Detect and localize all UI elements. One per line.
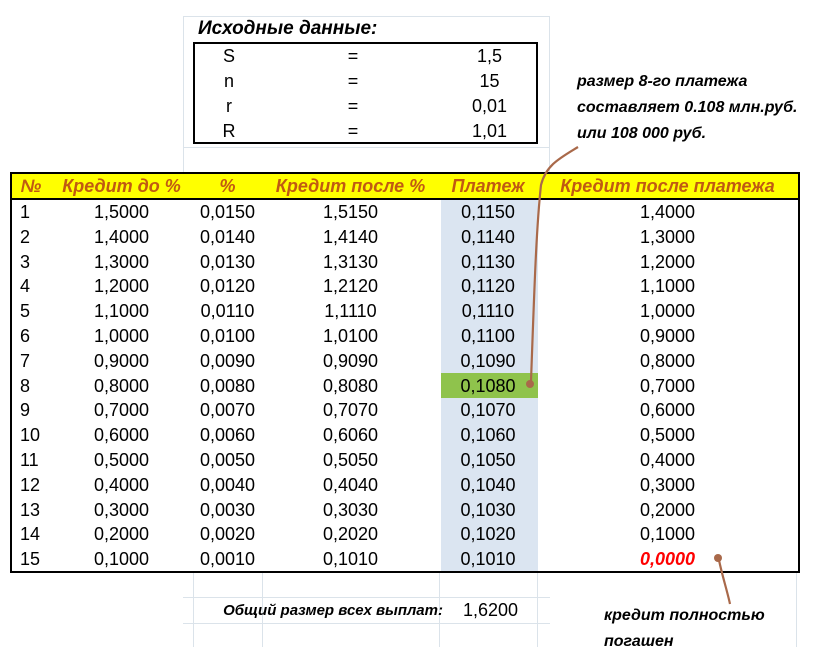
table-cell: 0,3000 xyxy=(93,499,150,520)
table-cell: 0,0130 xyxy=(199,251,256,272)
table-cell: 0,4040 xyxy=(322,474,379,495)
table-header-row xyxy=(12,174,798,200)
table-cell: 1,5000 xyxy=(93,202,150,222)
source-data-title: Исходные данные: xyxy=(198,18,378,39)
param-name: r xyxy=(226,96,232,116)
total-value: 1,6200 xyxy=(462,600,519,620)
table-cell: 0,0110 xyxy=(200,301,255,322)
table-cell: 1,0000 xyxy=(639,301,696,322)
equals-sign: = xyxy=(347,46,359,66)
table-cell: 3 xyxy=(20,251,31,272)
header-percent: % xyxy=(219,176,236,196)
param-value: 1,01 xyxy=(471,121,508,141)
annotation-line: составляет 0.108 млн.руб. xyxy=(577,99,798,116)
gridline xyxy=(183,623,550,624)
table-cell: 0,8000 xyxy=(639,350,696,371)
header-credit-after-payment: Кредит после платежа xyxy=(560,176,775,196)
source-row-n xyxy=(195,69,536,94)
table-cell: 0,0000 xyxy=(639,549,696,570)
table-cell: 0,9090 xyxy=(322,350,379,371)
table-cell: 1,2000 xyxy=(93,276,150,297)
table-cell: 0,0090 xyxy=(199,350,256,371)
annotation-line: погашен xyxy=(604,633,674,650)
table-cell: 4 xyxy=(20,276,31,297)
table-row xyxy=(12,547,798,572)
table-cell: 0,0040 xyxy=(199,474,256,495)
table-cell: 0,3030 xyxy=(322,499,379,520)
param-value: 15 xyxy=(479,71,500,91)
table-cell: 0,0010 xyxy=(199,549,256,570)
annotation-line: размер 8-го платежа xyxy=(577,73,748,90)
table-cell: 0,9000 xyxy=(639,326,696,346)
table-cell: 0,5050 xyxy=(322,450,379,470)
table-cell: 0,1100 xyxy=(461,326,515,346)
header-number: № xyxy=(20,176,42,196)
param-value: 1,5 xyxy=(476,46,503,66)
table-cell: 0,1000 xyxy=(93,549,150,570)
source-row-big-r xyxy=(195,119,536,144)
param-name: n xyxy=(223,71,234,91)
repaid-annotation xyxy=(604,603,765,655)
table-cell: 0,2020 xyxy=(322,524,379,545)
table-cell: 1,2000 xyxy=(639,251,696,272)
table-cell: 0,1000 xyxy=(639,524,696,545)
table-cell: 0,1050 xyxy=(460,450,516,470)
table-cell: 5 xyxy=(20,301,31,322)
table-cell: 11 xyxy=(20,450,39,470)
table-row xyxy=(12,473,798,498)
table-cell: 0,7070 xyxy=(322,400,379,421)
table-cell: 1,1000 xyxy=(639,276,696,297)
table-cell: 0,1070 xyxy=(460,400,516,421)
table-cell: 0,1130 xyxy=(461,251,515,272)
table-cell: 0,0100 xyxy=(199,326,256,346)
table-cell: 0,0080 xyxy=(199,375,256,396)
table-cell: 0,1010 xyxy=(322,549,379,570)
table-cell: 1,3130 xyxy=(322,251,379,272)
table-cell: 0,6000 xyxy=(639,400,696,421)
table-cell: 0,0140 xyxy=(199,226,256,247)
table-cell: 0,1010 xyxy=(460,549,516,570)
table-cell: 1,4000 xyxy=(93,226,150,247)
gridline xyxy=(796,573,797,647)
table-cell: 0,6060 xyxy=(322,425,379,446)
table-cell: 1,0000 xyxy=(93,326,150,346)
gridline xyxy=(183,16,184,172)
table-row xyxy=(12,225,798,250)
annotation-line: или 108 000 руб. xyxy=(577,125,707,142)
table-cell: 0,6000 xyxy=(93,425,150,446)
table-cell: 0,2000 xyxy=(93,524,150,545)
table-cell: 0,0030 xyxy=(199,499,256,520)
table-cell: 0,4000 xyxy=(639,450,696,470)
table-cell: 14 xyxy=(20,524,41,545)
table-row xyxy=(12,522,798,547)
equals-sign: = xyxy=(347,96,359,116)
header-credit-after-interest: Кредит после % xyxy=(275,176,426,196)
table-cell: 0,0020 xyxy=(199,524,256,545)
table-cell: 1,1000 xyxy=(93,301,150,322)
table-row xyxy=(12,200,798,225)
table-cell: 0,0050 xyxy=(199,450,256,470)
table-cell: 1,3000 xyxy=(639,226,696,247)
table-row xyxy=(12,398,798,423)
table-cell: 8 xyxy=(20,375,31,396)
source-row-s xyxy=(195,44,536,69)
table-cell: 1 xyxy=(20,202,31,222)
payment-annotation xyxy=(577,69,798,147)
table-row xyxy=(12,498,798,523)
table-cell: 1,0100 xyxy=(322,326,379,346)
table-cell: 1,5150 xyxy=(322,202,379,222)
table-row xyxy=(12,299,798,324)
table-row xyxy=(12,274,798,299)
table-cell: 0,8000 xyxy=(93,375,150,396)
gridline xyxy=(549,16,550,172)
table-row xyxy=(12,349,798,374)
table-cell: 0,1110 xyxy=(461,301,515,322)
table-cell: 1,4000 xyxy=(639,202,696,222)
table-cell: 9 xyxy=(20,400,31,421)
table-cell: 0,2000 xyxy=(639,499,696,520)
gridline xyxy=(183,147,550,148)
table-cell: 0,0060 xyxy=(199,425,256,446)
table-cell: 0,7000 xyxy=(639,375,696,396)
table-cell: 1,3000 xyxy=(93,251,150,272)
source-row-r xyxy=(195,94,536,119)
table-cell: 0,1040 xyxy=(460,474,516,495)
table-cell: 1,1110 xyxy=(324,301,377,322)
header-payment: Платеж xyxy=(451,176,525,196)
param-name: S xyxy=(222,46,235,66)
payment-schedule-table xyxy=(10,172,800,573)
table-row xyxy=(12,448,798,473)
table-cell: 0,1090 xyxy=(460,350,516,371)
table-cell: 0,0070 xyxy=(199,400,256,421)
source-data-table xyxy=(193,42,538,144)
table-cell: 6 xyxy=(20,326,31,346)
table-cell: 0,9000 xyxy=(93,350,150,371)
table-cell: 0,8080 xyxy=(322,375,379,396)
table-cell: 0,0150 xyxy=(199,202,256,222)
total-label: Общий размер всех выплат: xyxy=(223,602,443,619)
table-cell: 1,2120 xyxy=(322,276,379,297)
equals-sign: = xyxy=(347,121,359,141)
table-cell: 0,7000 xyxy=(93,400,150,421)
table-cell: 0,4000 xyxy=(93,474,150,495)
table-cell: 2 xyxy=(20,226,31,247)
table-row xyxy=(12,374,798,399)
table-row xyxy=(12,250,798,275)
param-name: R xyxy=(222,121,236,141)
table-cell: 0,3000 xyxy=(639,474,696,495)
table-cell: 0,1030 xyxy=(460,499,516,520)
table-cell: 1,4140 xyxy=(322,226,379,247)
equals-sign: = xyxy=(347,71,359,91)
table-cell: 0,5000 xyxy=(639,425,696,446)
table-cell: 0,1140 xyxy=(461,226,515,247)
table-cell: 0,1150 xyxy=(461,202,515,222)
table-cell: 12 xyxy=(20,474,41,495)
table-row xyxy=(12,324,798,349)
table-cell: 13 xyxy=(20,499,41,520)
param-value: 0,01 xyxy=(471,96,508,116)
table-cell: 0,0120 xyxy=(199,276,256,297)
table-cell: 0,5000 xyxy=(93,450,150,470)
table-row xyxy=(12,423,798,448)
header-credit-before: Кредит до % xyxy=(62,176,181,196)
table-cell: 10 xyxy=(20,425,41,446)
table-cell: 0,1080 xyxy=(460,375,516,396)
table-cell: 0,1060 xyxy=(460,425,516,446)
annotation-line: кредит полностью xyxy=(604,607,765,624)
table-cell: 15 xyxy=(20,549,41,570)
table-cell: 0,1120 xyxy=(461,276,515,297)
table-cell: 7 xyxy=(20,350,31,371)
table-cell: 0,1020 xyxy=(460,524,516,545)
